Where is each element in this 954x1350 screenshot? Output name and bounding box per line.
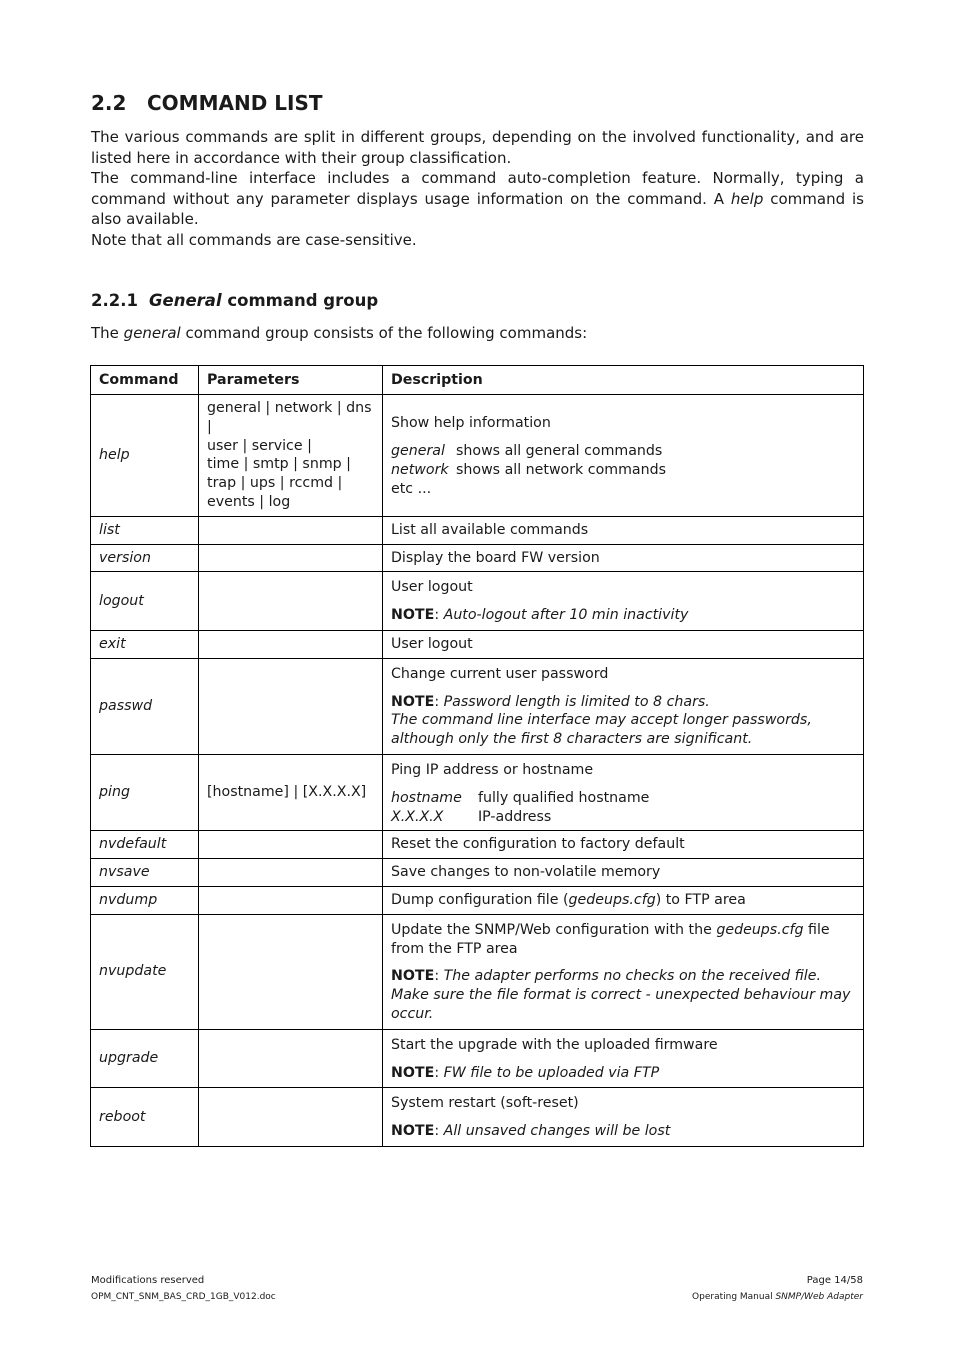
desc-cell: User logout	[383, 630, 864, 658]
table-row	[91, 1088, 864, 1147]
subsection-title	[91, 291, 378, 310]
footer-page-number: Page 14/58	[806, 1275, 863, 1286]
lead-text	[91, 324, 587, 342]
desc-cell	[383, 572, 864, 631]
params-cell	[199, 395, 383, 517]
cmd-cell: version	[91, 544, 199, 572]
footer-modifications: Modifications reserved	[91, 1275, 205, 1286]
params-cell: [hostname] | [X.X.X.X]	[199, 754, 383, 830]
desc-cell	[383, 395, 864, 517]
note-label: NOTE	[391, 607, 435, 624]
desc-start: Update the SNMP/Web configuration with the	[391, 921, 717, 938]
note-text: Auto-logout after 10 min inactivity	[443, 607, 689, 624]
header-parameters: Parameters	[199, 366, 383, 395]
intro-paragraph-2	[91, 168, 864, 230]
desc-value: IP-address	[478, 808, 552, 825]
params-cell	[199, 859, 383, 887]
note-label: NOTE	[391, 693, 435, 710]
section-title-text: COMMAND LIST	[147, 91, 323, 115]
table-header-row	[91, 366, 864, 395]
footer-manual-title	[692, 1292, 863, 1302]
params-cell	[199, 886, 383, 914]
subsection-title-italic: General	[149, 291, 222, 310]
desc-value: shows all network commands	[456, 461, 666, 478]
desc-cell: Save changes to non-volatile memory	[383, 859, 864, 887]
note-text: FW file to be uploaded via FTP	[443, 1064, 660, 1081]
desc-main: Ping IP address or hostname	[391, 761, 594, 778]
lead-italic: general	[123, 324, 181, 342]
footer-manual-prefix: Operating Manual	[692, 1292, 776, 1302]
desc-main: System restart (soft-reset)	[391, 1095, 579, 1112]
table-row	[91, 544, 864, 572]
intro-p2-end: command is also available.	[91, 189, 864, 228]
subsection-title-rest: command group	[221, 291, 379, 310]
desc-main: Start the upgrade with the uploaded firmware	[391, 1036, 718, 1053]
params-cell	[199, 630, 383, 658]
cmd-cell: nvdefault	[91, 831, 199, 859]
table-row	[91, 572, 864, 631]
cmd-cell: reboot	[91, 1088, 199, 1147]
desc-note: NOTE: FW file to be uploaded via FTP	[391, 1064, 660, 1081]
desc-note: NOTE: Password length is limited to 8 chars. The command line interface may accept longer passwords, although only the first 8 characters are significant.	[391, 693, 812, 748]
section-number: 2.2	[91, 91, 127, 115]
desc-main: Change current user password	[391, 665, 609, 682]
params-cell	[199, 831, 383, 859]
desc-main: User logout	[391, 579, 473, 596]
desc-kv	[391, 789, 855, 808]
param-line: general | network | dns |	[207, 400, 372, 435]
desc-main: Show help information	[391, 415, 551, 432]
desc-cell	[383, 754, 864, 830]
param-line: time | smtp | snmp |	[207, 456, 351, 473]
table-row	[91, 395, 864, 517]
intro-p2-start: The command-line interface includes a command auto-completion feature. Normally, typing a command without any parameter displays usage information on the command. A	[91, 169, 864, 208]
note-label: NOTE	[391, 1123, 435, 1140]
table-row	[91, 859, 864, 887]
desc-start: Dump configuration file (	[391, 891, 569, 908]
desc-key: general	[391, 443, 445, 460]
table-row	[91, 831, 864, 859]
desc-cell	[383, 1029, 864, 1088]
section-title	[91, 91, 323, 115]
desc-cell: Reset the configuration to factory default	[383, 831, 864, 859]
desc-note: NOTE: The adapter performs no checks on the received file. Make sure the file format is correct - unexpected behaviour may occur.	[391, 968, 851, 1022]
params-cell	[199, 544, 383, 572]
header-description: Description	[383, 366, 864, 395]
lead-end: command group consists of the following commands:	[180, 324, 588, 342]
cmd-cell: nvupdate	[91, 914, 199, 1029]
desc-main	[391, 921, 855, 959]
subsection-number: 2.2.1	[91, 291, 138, 310]
params-cell	[199, 572, 383, 631]
desc-cell: Display the board FW version	[383, 544, 864, 572]
cmd-cell: nvdump	[91, 886, 199, 914]
cmd-cell: logout	[91, 572, 199, 631]
param-line: trap | ups | rccmd |	[207, 475, 343, 492]
desc-cell	[383, 658, 864, 754]
table-row	[91, 658, 864, 754]
cmd-cell: upgrade	[91, 1029, 199, 1088]
cmd-cell: exit	[91, 630, 199, 658]
intro-paragraph-1: The various commands are split in different groups, depending on the involved functionality, and are listed here in accordance with their group classification.	[91, 128, 864, 167]
table-row	[91, 754, 864, 830]
header-command: Command	[91, 366, 199, 395]
desc-filename: gedeups.cfg	[716, 921, 804, 938]
command-table	[90, 365, 864, 1147]
params-cell	[199, 658, 383, 754]
desc-cell: List all available commands	[383, 516, 864, 544]
footer-manual-product: SNMP/Web Adapter	[775, 1292, 863, 1302]
note-text: Password length is limited to 8 chars.	[443, 693, 710, 710]
desc-end: ) to FTP area	[655, 891, 746, 908]
cmd-cell: passwd	[91, 658, 199, 754]
desc-cell	[383, 886, 864, 914]
note-text-2: The command line interface may accept longer passwords, although only the first 8 characters are significant.	[391, 712, 812, 748]
table-row	[91, 886, 864, 914]
desc-cell	[383, 1088, 864, 1147]
desc-filename: gedeups.cfg	[568, 891, 656, 908]
desc-value: shows all general commands	[456, 443, 663, 460]
note-label: NOTE	[391, 968, 435, 985]
desc-key: network	[391, 461, 449, 478]
params-cell	[199, 1088, 383, 1147]
params-cell	[199, 1029, 383, 1088]
lead-start: The	[91, 324, 124, 342]
desc-note: NOTE: Auto-logout after 10 min inactivity	[391, 607, 689, 624]
desc-kv	[391, 442, 855, 461]
intro-paragraph-3: Note that all commands are case-sensitive.	[91, 230, 417, 249]
desc-end: file from the FTP area	[391, 921, 830, 957]
cmd-cell: list	[91, 516, 199, 544]
desc-kv	[391, 808, 855, 827]
desc-value: fully qualified hostname	[478, 789, 650, 806]
desc-note: NOTE: All unsaved changes will be lost	[391, 1123, 671, 1140]
intro-p2-help: help	[730, 189, 764, 208]
params-cell	[199, 516, 383, 544]
table-row	[91, 1029, 864, 1088]
intro-text	[91, 127, 864, 250]
param-line: user | service |	[207, 437, 312, 454]
table-row	[91, 630, 864, 658]
table-row	[91, 914, 864, 1029]
desc-kv	[391, 461, 855, 480]
desc-key: X.X.X.X	[391, 808, 444, 825]
params-cell	[199, 914, 383, 1029]
cmd-cell: help	[91, 395, 199, 517]
cmd-cell: ping	[91, 754, 199, 830]
desc-key: hostname	[391, 789, 462, 806]
note-text: All unsaved changes will be lost	[443, 1123, 671, 1140]
desc-cell	[383, 914, 864, 1029]
desc-etc: etc ...	[391, 480, 432, 497]
cmd-cell: nvsave	[91, 859, 199, 887]
note-label: NOTE	[391, 1064, 435, 1081]
table-row	[91, 516, 864, 544]
footer-doc-id: OPM_CNT_SNM_BAS_CRD_1GB_V012.doc	[91, 1292, 276, 1302]
note-text: The adapter performs no checks on the received file. Make sure the file format is correct - unexpected behaviour may occur.	[391, 968, 851, 1022]
param-line: events | log	[207, 493, 291, 510]
